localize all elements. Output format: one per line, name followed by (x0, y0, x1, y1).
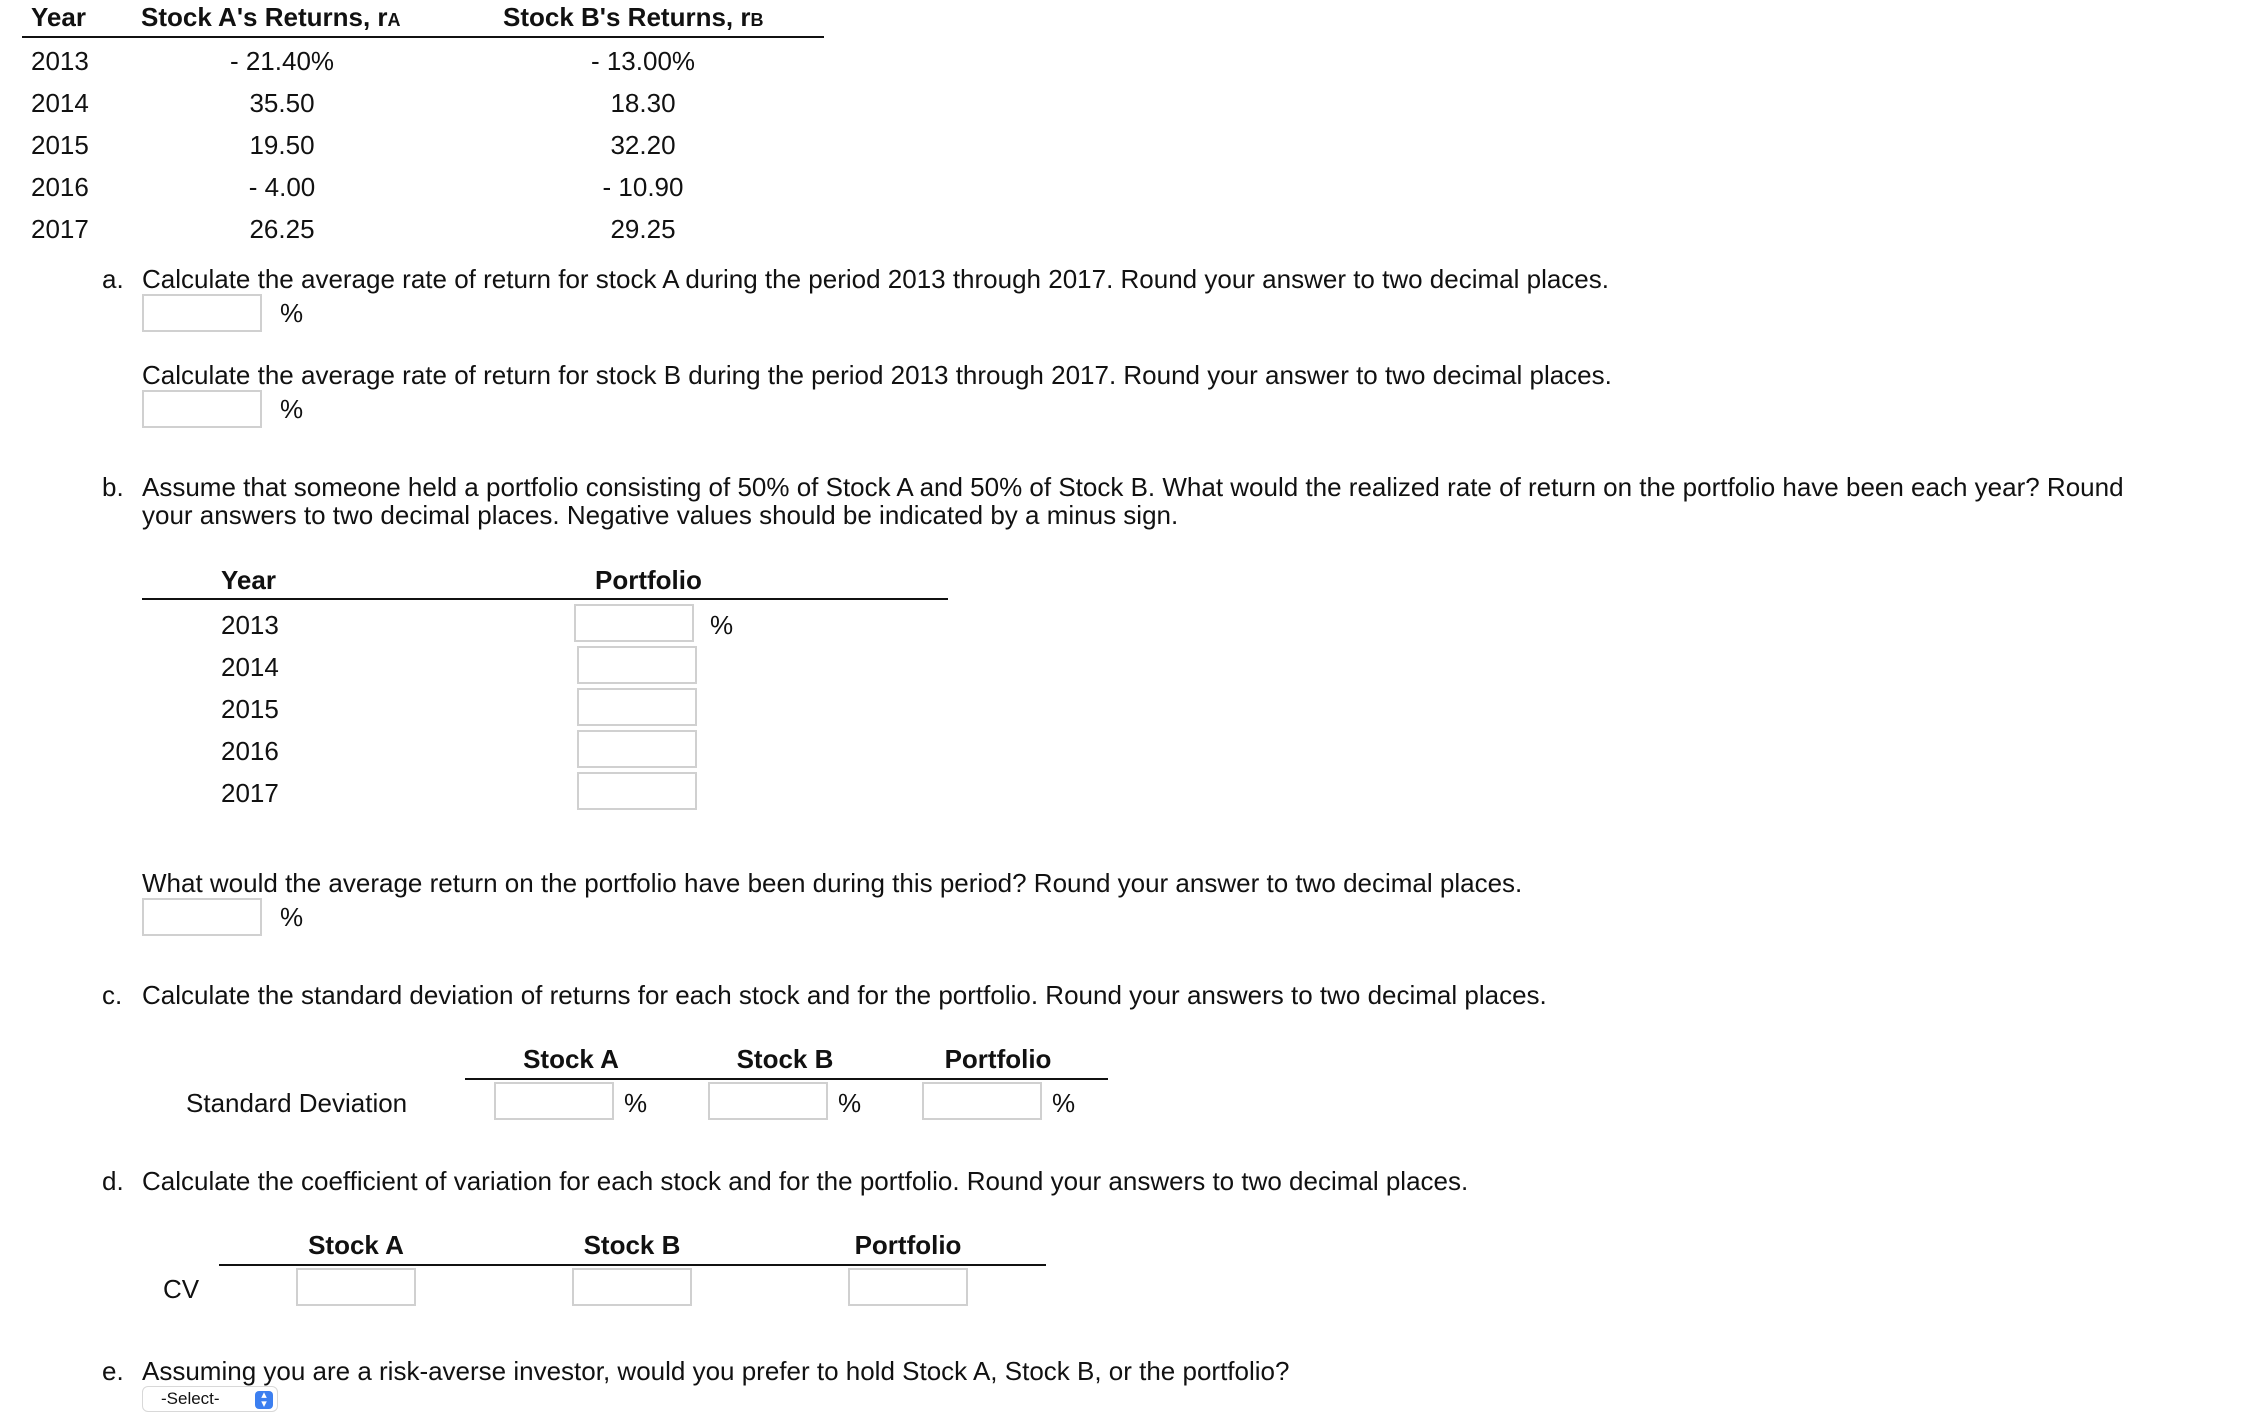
col-header-stock-a-text: Stock A's Returns, r (141, 2, 388, 32)
cv-header-stock-a: Stock A (308, 1230, 404, 1260)
std-dev-header-stock-b: Stock B (736, 1044, 834, 1074)
std-dev-stock-b-input[interactable] (708, 1082, 828, 1120)
std-dev-portfolio-input[interactable] (922, 1082, 1042, 1120)
question-e-text: Assuming you are a risk-averse investor, would you prefer to hold Stock A, Stock B, or the portfolio? (142, 1356, 1290, 1386)
col-header-year: Year (31, 2, 86, 32)
cv-portfolio-input[interactable] (848, 1268, 968, 1306)
question-d-letter: d. (102, 1166, 124, 1196)
stock-b-return-2014: 18.30 (610, 88, 676, 118)
cv-header-stock-b: Stock B (583, 1230, 681, 1260)
question-a-letter: a. (102, 264, 124, 294)
col-header-stock-b (503, 2, 763, 33)
question-c-letter: c. (102, 980, 123, 1010)
col-header-stock-b-text: Stock B's Returns, r (503, 2, 751, 32)
stock-b-return-2016: - 10.90 (602, 172, 684, 202)
cv-row-label: CV (163, 1274, 200, 1304)
avg-return-stock-a-unit: % (280, 298, 304, 328)
question-b-text-line2: your answers to two decimal places. Negative values should be indicated by a minus sign. (142, 500, 1179, 530)
question-b-letter: b. (102, 472, 124, 502)
portfolio-return-2014-input[interactable] (577, 646, 697, 684)
portfolio-table-header-year: Year (221, 565, 276, 595)
avg-portfolio-return-input[interactable] (142, 898, 262, 936)
portfolio-year-2014: 2014 (221, 652, 279, 682)
chevron-up-down-icon: ▴ ▾ (255, 1391, 273, 1409)
portfolio-year-2017: 2017 (221, 778, 279, 808)
std-dev-row-label: Standard Deviation (186, 1088, 408, 1118)
stock-b-return-2015: 32.20 (610, 130, 676, 160)
col-header-stock-a-subscript: A (387, 10, 401, 30)
portfolio-year-2013: 2013 (221, 610, 279, 640)
year-2013: 2013 (31, 46, 89, 76)
cv-stock-b-input[interactable] (572, 1268, 692, 1306)
stock-a-return-2016: - 4.00 (248, 172, 316, 202)
portfolio-return-2013-unit: % (710, 610, 734, 640)
header-divider (22, 36, 824, 38)
avg-portfolio-return-unit: % (280, 902, 304, 932)
question-b-text-line1: Assume that someone held a portfolio consisting of 50% of Stock A and 50% of Stock B. What would the realized rate of return on the portfolio have been each year? Round (142, 472, 2124, 502)
cv-table-divider (219, 1264, 1046, 1266)
avg-return-stock-b-unit: % (280, 394, 304, 424)
std-dev-table-divider (465, 1078, 1108, 1080)
portfolio-table-header-portfolio: Portfolio (595, 565, 702, 595)
cv-header-portfolio: Portfolio (854, 1230, 962, 1260)
question-b-average-text: What would the average return on the portfolio have been during this period? Round your answer to two decimal places. (142, 868, 1523, 898)
question-a-text-stock-b: Calculate the average rate of return for stock B during the period 2013 through 2017. Round your answer to two decimal places. (142, 360, 1612, 390)
preference-select-value: -Select- (161, 1389, 220, 1408)
question-e-letter: e. (102, 1356, 124, 1386)
question-d-text: Calculate the coefficient of variation for each stock and for the portfolio. Round your answers to two decimal places. (142, 1166, 1469, 1196)
std-dev-stock-b-unit: % (838, 1088, 862, 1118)
portfolio-return-2017-input[interactable] (577, 772, 697, 810)
cv-stock-a-input[interactable] (296, 1268, 416, 1306)
portfolio-year-2015: 2015 (221, 694, 279, 724)
portfolio-table-divider (142, 598, 948, 600)
portfolio-return-2016-input[interactable] (577, 730, 697, 768)
stock-b-return-2013: - 13.00% (590, 46, 696, 76)
year-2015: 2015 (31, 130, 89, 160)
stock-a-return-2017: 26.25 (249, 214, 315, 244)
avg-return-stock-b-input[interactable] (142, 390, 262, 428)
std-dev-header-portfolio: Portfolio (944, 1044, 1052, 1074)
col-header-stock-b-subscript: B (750, 10, 764, 30)
std-dev-stock-a-unit: % (624, 1088, 648, 1118)
std-dev-portfolio-unit: % (1052, 1088, 1076, 1118)
question-a-text-stock-a: Calculate the average rate of return for stock A during the period 2013 through 2017. Round your answer to two decimal places. (142, 264, 1609, 294)
stock-a-return-2015: 19.50 (249, 130, 315, 160)
preference-select[interactable] (142, 1386, 278, 1412)
std-dev-header-stock-a: Stock A (523, 1044, 619, 1074)
stock-a-return-2014: 35.50 (249, 88, 315, 118)
avg-return-stock-a-input[interactable] (142, 294, 262, 332)
year-2017: 2017 (31, 214, 89, 244)
stock-b-return-2017: 29.25 (610, 214, 676, 244)
col-header-stock-a (141, 2, 401, 33)
question-c-text: Calculate the standard deviation of returns for each stock and for the portfolio. Round your answers to two decimal places. (142, 980, 1547, 1010)
std-dev-stock-a-input[interactable] (494, 1082, 614, 1120)
portfolio-return-2015-input[interactable] (577, 688, 697, 726)
portfolio-return-2013-input[interactable] (574, 604, 694, 642)
year-2016: 2016 (31, 172, 89, 202)
year-2014: 2014 (31, 88, 89, 118)
portfolio-year-2016: 2016 (221, 736, 279, 766)
stock-a-return-2013: - 21.40% (229, 46, 335, 76)
